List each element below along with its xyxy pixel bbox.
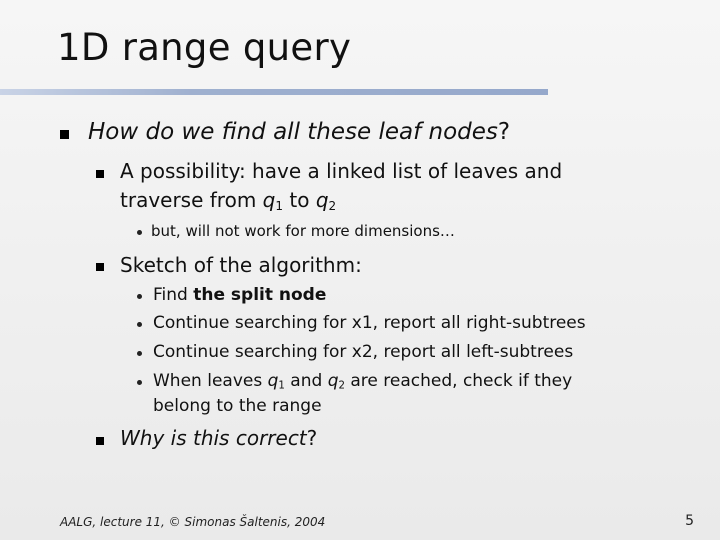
dot-bullet-icon xyxy=(137,351,142,356)
square-bullet-icon xyxy=(96,437,104,445)
var-q: q xyxy=(262,188,276,212)
bullet-text: Why is this correct xyxy=(120,426,307,450)
bullet-linked-list-line1: A possibility: have a linked list of leaves and xyxy=(120,159,563,183)
text-find: Find xyxy=(153,285,194,305)
subscript: 2 xyxy=(328,199,337,213)
square-bullet-icon xyxy=(96,170,104,178)
square-bullet-icon xyxy=(96,263,104,271)
step-find-split-node xyxy=(153,281,326,310)
text-are-reached: are reached, check if they xyxy=(344,371,573,391)
dot-bullet-icon xyxy=(137,230,142,235)
question-mark: ? xyxy=(497,119,511,145)
square-bullet-icon xyxy=(60,130,69,139)
text-when-leaves: When leaves xyxy=(153,371,268,391)
bullet-how-find-leaf-nodes xyxy=(88,119,510,145)
question-mark: ? xyxy=(306,426,318,450)
title-underline xyxy=(0,89,548,95)
text-to: to xyxy=(283,188,316,212)
step-search-x2: Continue searching for x2, report all left-subtrees xyxy=(153,342,574,362)
var-q: q xyxy=(315,188,329,212)
step-search-x1: Continue searching for x1, report all right-subtrees xyxy=(153,313,586,333)
var-q: q xyxy=(327,371,339,391)
sub-note-dimensions: but, will not work for more dimensions… xyxy=(151,222,455,240)
bullet-text: How do we find all these leaf nodes xyxy=(88,119,498,145)
text-and: and xyxy=(284,371,328,391)
subscript: 1 xyxy=(275,199,284,213)
dot-bullet-icon xyxy=(137,294,142,299)
text-traverse-from: traverse from xyxy=(120,188,263,212)
var-q: q xyxy=(267,371,279,391)
slide-title: 1D range query xyxy=(57,26,352,69)
subscript: 1 xyxy=(278,380,285,392)
text-split-node: the split node xyxy=(193,285,327,305)
slide-footer: AALG, lecture 11, © Simonas Šaltenis, 2004 xyxy=(60,515,326,529)
bullet-why-correct xyxy=(120,424,317,453)
step-leaves-reached-line2: belong to the range xyxy=(153,396,322,416)
bullet-linked-list-line2 xyxy=(120,186,336,221)
dot-bullet-icon xyxy=(137,322,142,327)
subscript: 2 xyxy=(338,380,345,392)
dot-bullet-icon xyxy=(137,380,142,385)
bullet-sketch-algorithm: Sketch of the algorithm: xyxy=(120,253,362,277)
page-number: 5 xyxy=(685,513,694,529)
